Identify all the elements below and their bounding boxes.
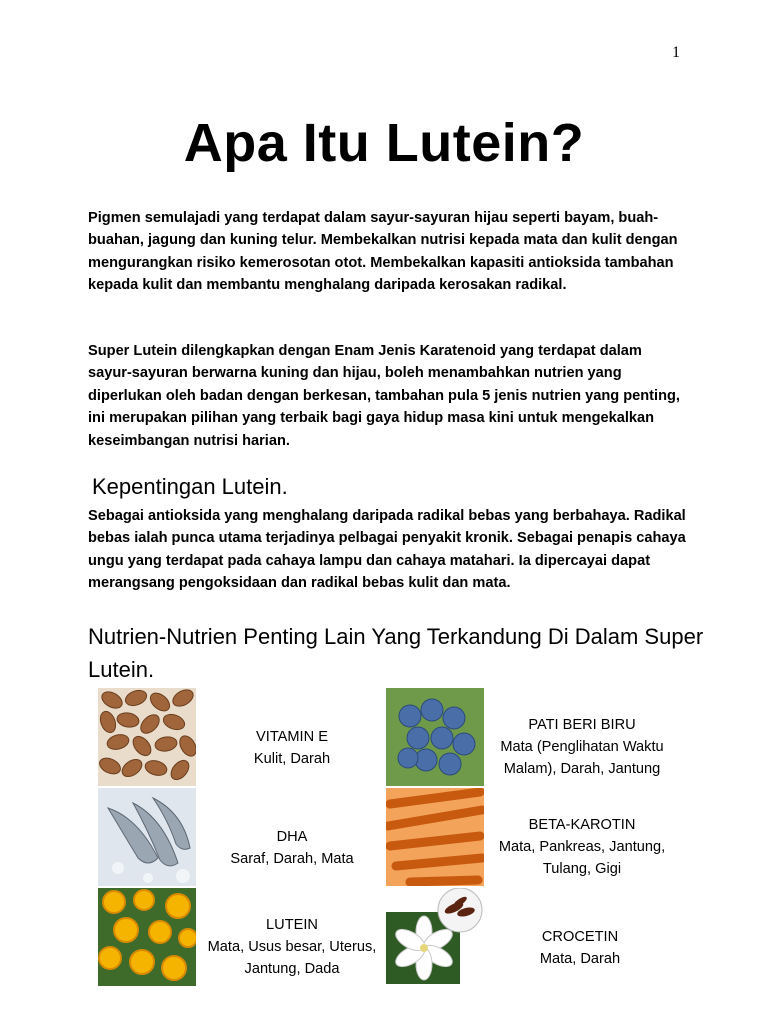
nutrient-dha: [212, 826, 372, 870]
nutrient-vitamin-e: [222, 726, 362, 770]
importance-paragraph: Sebagai antioksida yang menghalang daripada radikal bebas yang berbahaya. Radikal bebas ialah punca utama terjadinya pelbagai penyakit kronik. Sebagai penapis cahaya ungu yang terdapat pada cahaya lampu dan cahaya matahari. Ia dipercayai dapat merangsang pengoksidaan dan radikal bebas kulit dan mata.: [88, 508, 686, 592]
super-lutein-paragraph: Super Lutein dilengkapkan dengan Enam Jenis Karatenoid yang terdapat dalam sayur-sayuran berwarna kuning dan hijau, boleh menambahkan nutrien yang diperlukan oleh badan dengan berkesan, tambahan pula 5 jenis nutrien yang penting, ini merupakan pilihan yang terbaik bagi gaya hidup masa kini untuk mengekalkan keseimbangan nutrisi harian.: [88, 343, 680, 449]
nutrient-benefit: Mata, Usus besar, Uterus, Jantung, Dada: [207, 939, 377, 977]
carrots-icon: [386, 788, 484, 886]
blueberries-icon: [386, 688, 484, 786]
marigold-flowers-icon: [98, 888, 196, 986]
nutrient-benefit: Mata, Darah: [539, 951, 621, 967]
fish-icon: [98, 788, 196, 886]
nutrient-crocetin: [510, 926, 650, 970]
nutrient-name: CROCETIN: [541, 929, 619, 945]
nutrient-name: VITAMIN E: [256, 729, 328, 745]
nutrient-benefit: Mata (Penglihatan Waktu Malam), Darah, Jantung: [500, 739, 664, 777]
nutrient-pati-beri-biru: [484, 714, 680, 780]
nutrient-lutein: [206, 914, 378, 980]
nutrient-name: PATI BERI BIRU: [528, 717, 636, 733]
importance-heading: Kepentingan Lutein.: [92, 474, 288, 499]
almonds-icon: [98, 688, 196, 786]
gardenia-flower-icon: [386, 888, 484, 984]
intro-paragraph: Pigmen semulajadi yang terdapat dalam sayur-sayuran hijau seperti bayam, buah-buahan, jagung dan kuning telur. Membekalkan nutrisi kepada mata dan kulit dengan mengurangkan risiko kemerosotan otot. Membekalkan kapasiti antioksida tambahan kepada kulit dan membantu menghalang daripada kerosakan radikal.: [88, 210, 678, 294]
nutrient-name: DHA: [276, 829, 308, 845]
nutrient-name: BETA-KAROTIN: [528, 817, 636, 833]
nutrient-benefit: Kulit, Darah: [253, 751, 331, 767]
nutrient-benefit: Mata, Pankreas, Jantung, Tulang, Gigi: [498, 839, 666, 877]
nutrient-name: LUTEIN: [266, 917, 318, 933]
page-title: Apa Itu Lutein?: [183, 113, 585, 173]
nutrient-benefit: Saraf, Darah, Mata: [230, 851, 354, 867]
nutrient-beta-karotin: [484, 814, 680, 880]
page-number: 1: [672, 44, 680, 61]
nutrients-heading: Nutrien-Nutrien Penting Lain Yang Terkandung Di Dalam Super Lutein.: [88, 624, 704, 682]
